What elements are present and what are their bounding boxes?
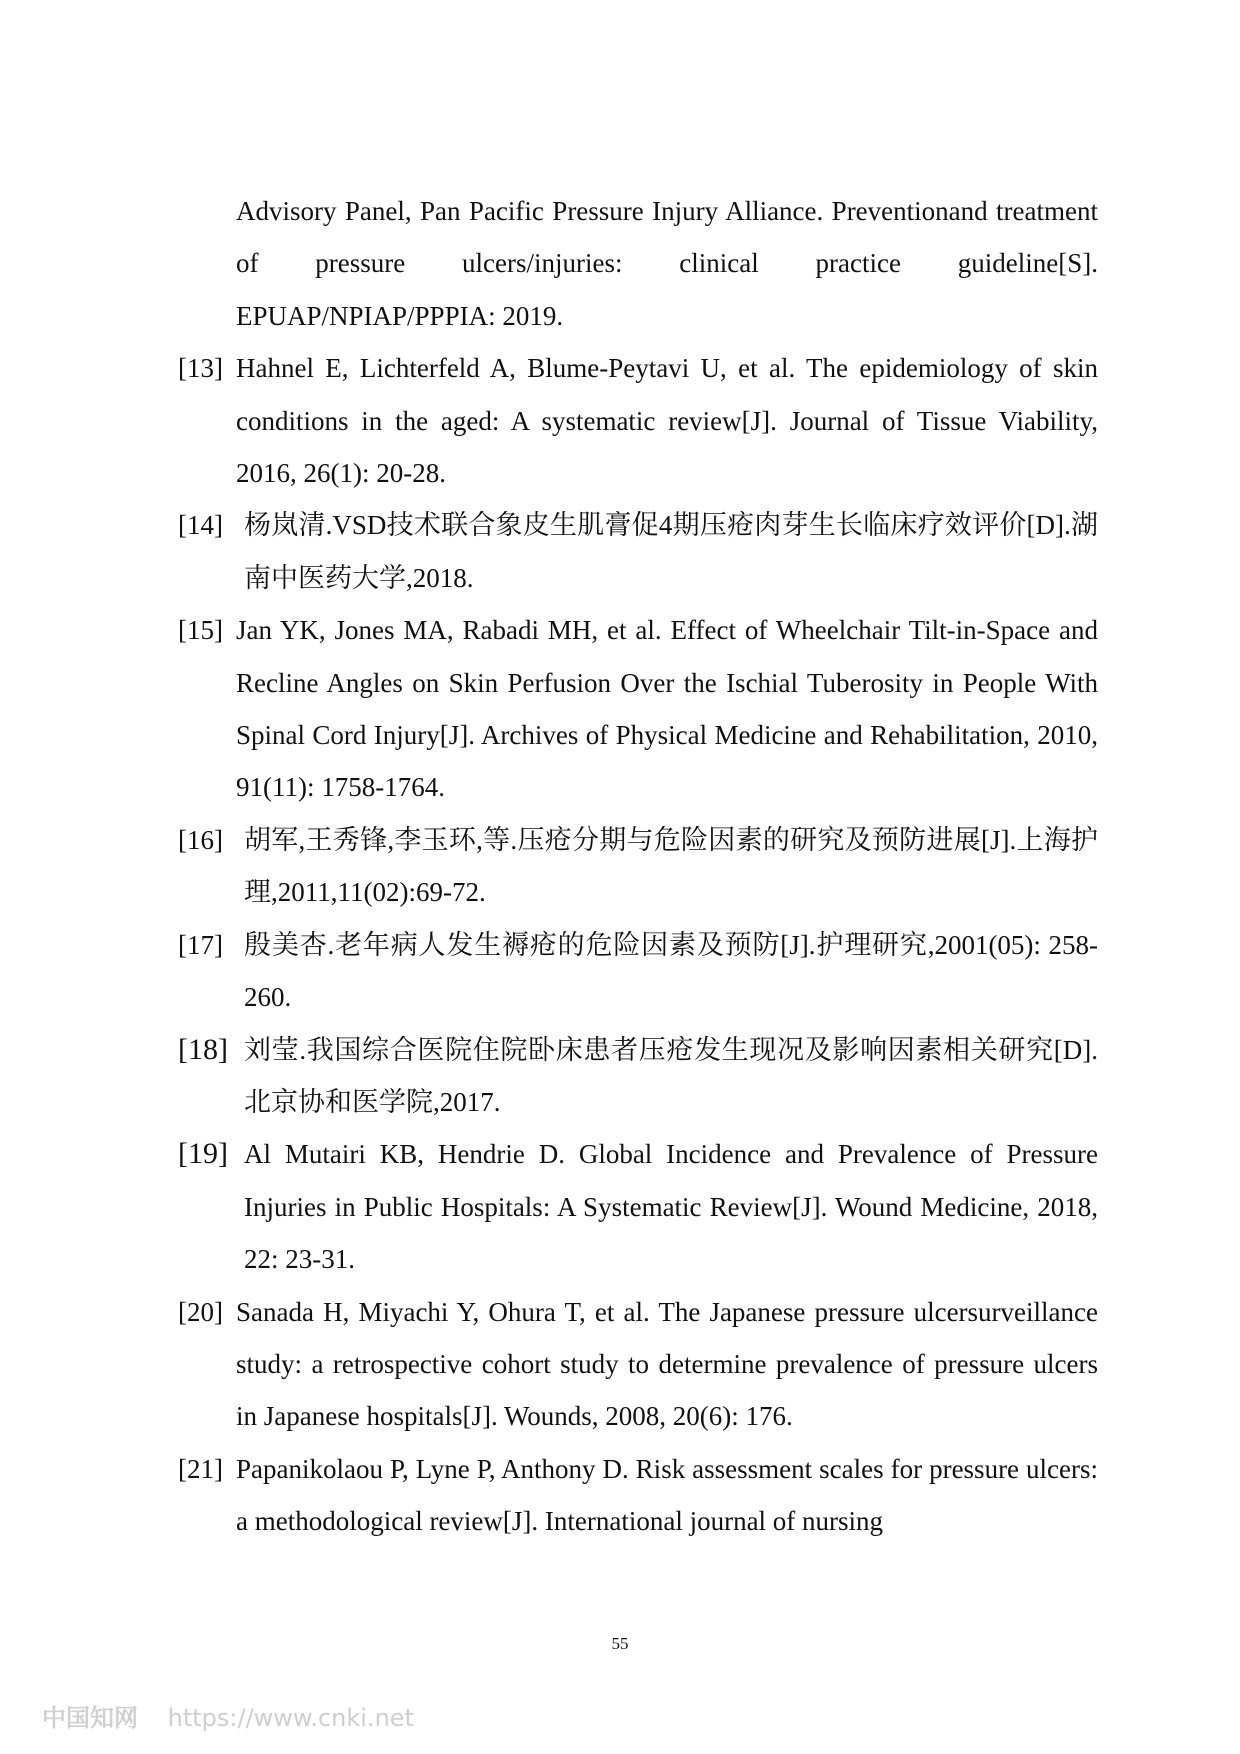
reference-text: 杨岚清.VSD技术联合象皮生肌膏促4期压疮肉芽生长临床疗效评价[D].湖南中医药大学,2018. — [244, 510, 1098, 593]
reference-item — [178, 1024, 1098, 1129]
reference-number: [21] — [178, 1453, 223, 1484]
reference-text: Hahnel E, Lichterfeld A, Blume-Peytavi U, et al. The epidemiology of skin conditions in the aged: A systematic review[J]. Journal of Tissue Viability, 2016, 26(1): 20-28. — [236, 353, 1098, 489]
reference-item — [178, 1286, 1098, 1443]
reference-item — [178, 814, 1098, 919]
reference-text: Jan YK, Jones MA, Rabadi MH, et al. Effect of Wheelchair Tilt-in-Space and Recline Angles on Skin Perfusion Over the Ischial Tuberosity in People With Spinal Cord Injury[J]. Archives of Physical Medicine and Rehabilitation, 2010, 91(11): 1758-1764. — [236, 615, 1098, 803]
reference-text: Advisory Panel, Pan Pacific Pressure Injury Alliance. Preventionand treatment of pressure ulcers/injuries: clinical practice guideline[S]. EPUAP/NPIAP/PPPIA: 2019. — [236, 196, 1098, 331]
reference-text: 胡军,王秀锋,李玉环,等.压疮分期与危险因素的研究及预防进展[J].上海护理,2011,11(02):69-72. — [244, 824, 1098, 908]
reference-number: [17] — [178, 929, 223, 960]
reference-number: [15] — [178, 615, 223, 646]
page-number: 55 — [611, 1634, 629, 1653]
reference-item — [178, 342, 1098, 499]
reference-number: [13] — [178, 353, 223, 384]
reference-item — [178, 919, 1098, 1024]
watermark — [42, 1698, 414, 1733]
reference-number: [19] — [178, 1137, 228, 1171]
reference-number: [14] — [178, 510, 223, 541]
reference-item — [178, 604, 1098, 814]
reference-item — [178, 1128, 1098, 1285]
reference-text: Papanikolaou P, Lyne P, Anthony D. Risk assessment scales for pressure ulcers: a methodological review[J]. International journal of nursing — [236, 1453, 1098, 1537]
reference-text: Al Mutairi KB, Hendrie D. Global Incidence and Prevalence of Pressure Injuries in Public Hospitals: A Systematic Review[J]. Wound Medicine, 2018, 22: 23-31. — [244, 1139, 1098, 1275]
reference-number: [16] — [178, 824, 223, 855]
reference-number: [18] — [178, 1032, 228, 1066]
watermark-brand: 中国知网 — [42, 1704, 138, 1732]
reference-text: 刘莹.我国综合医院住院卧床患者压疮发生现况及影响因素相关研究[D].北京协和医学院,2017. — [244, 1034, 1098, 1117]
reference-text: 殷美杏.老年病人发生褥疮的危险因素及预防[J].护理研究,2001(05): 258-260. — [244, 929, 1098, 1013]
reference-text: Sanada H, Miyachi Y, Ohura T, et al. The Japanese pressure ulcersurveillance study: a retrospective cohort study to determine prevalence of pressure ulcers in Japanese hospitals[J]. Wounds, 2008, 20(6): 176. — [236, 1296, 1098, 1432]
watermark-url: https://www.cnki.net — [167, 1704, 414, 1732]
reference-item — [178, 499, 1098, 604]
reference-list — [178, 185, 1098, 1548]
reference-number: [20] — [178, 1296, 223, 1327]
reference-item — [178, 1443, 1098, 1548]
reference-item — [178, 185, 1098, 342]
